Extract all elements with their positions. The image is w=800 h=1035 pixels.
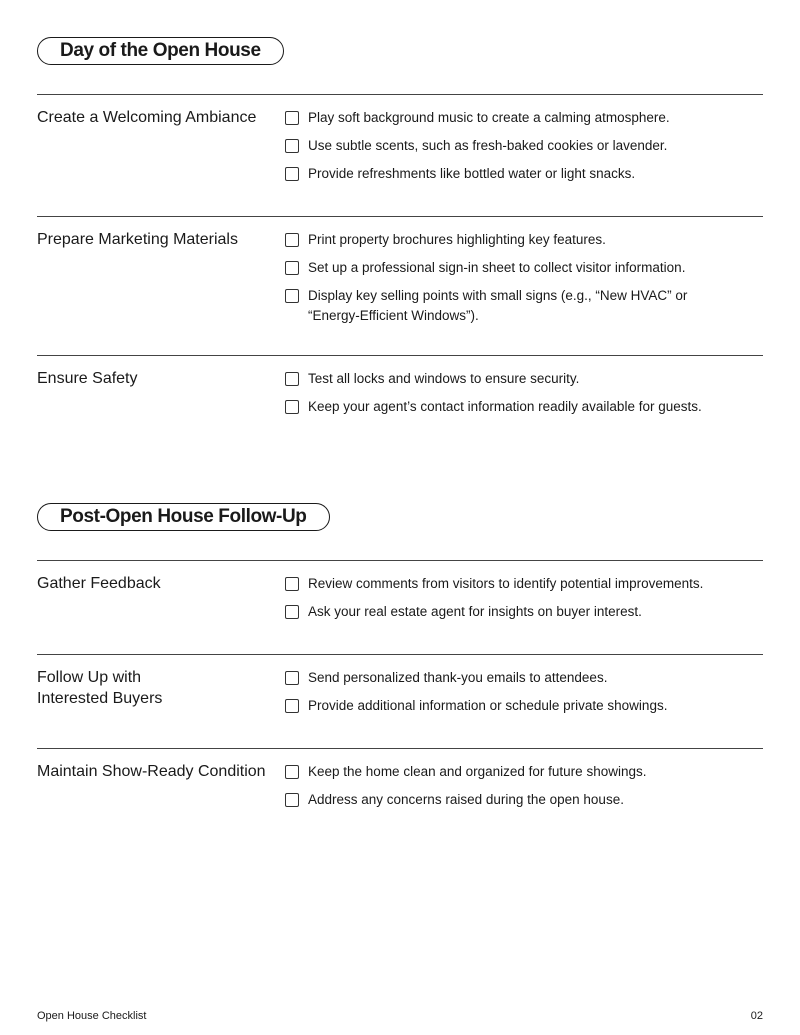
checklist-item [285,286,763,325]
checkbox[interactable] [285,167,299,181]
checklist-item [285,790,763,810]
checkbox[interactable] [285,289,299,303]
row-marketing-materials [37,216,763,355]
section-title-day-of: Day of the Open House [37,37,284,65]
checklist-item-text: Address any concerns raised during the open house. [308,792,624,807]
row-follow-up-buyers [37,654,763,748]
checklist-item [285,574,763,594]
row-label: Prepare Marketing Materials [37,231,238,248]
checklist-item-text: Keep the home clean and organized for future showings. [308,764,647,779]
checklist-item-text: Provide refreshments like bottled water or light snacks. [308,166,636,181]
row-label: Follow Up with Interested Buyers [37,669,163,707]
checklist-item-text: Provide additional information or schedule private showings. [308,698,668,713]
checklist-item [285,696,763,716]
checkbox[interactable] [285,577,299,591]
checklist-item-text: Review comments from visitors to identify potential improvements. [308,576,704,591]
checklist-item-text: Set up a professional sign-in sheet to collect visitor information. [308,260,686,275]
checklist-item [285,108,763,128]
row-welcoming-ambiance [37,94,763,216]
checklist-item [285,230,763,250]
checkbox[interactable] [285,765,299,779]
page-number: 02 [750,1010,763,1022]
checkbox[interactable] [285,400,299,414]
checkbox[interactable] [285,793,299,807]
checkbox[interactable] [285,111,299,125]
row-label: Gather Feedback [37,575,161,592]
checklist-item [285,397,763,417]
section-day-of [37,94,763,456]
checklist-item-text: Display key selling points with small signs (e.g., “New HVAC” or “Energy-Efficient Windows”). [308,288,688,323]
checklist-item [285,668,763,688]
row-label: Maintain Show-Ready Condition [37,763,266,780]
checklist-item [285,164,763,184]
row-gather-feedback [37,560,763,654]
checklist-item-text: Play soft background music to create a calming atmosphere. [308,110,670,125]
checklist-item-text: Use subtle scents, such as fresh-baked cookies or lavender. [308,138,668,153]
checkbox[interactable] [285,261,299,275]
checklist-item [285,762,763,782]
checklist-item-text: Print property brochures highlighting key features. [308,232,606,247]
checklist-item-text: Ask your real estate agent for insights on buyer interest. [308,604,642,619]
section-post-open-house [37,560,763,829]
checkbox[interactable] [285,372,299,386]
checklist-item [285,369,763,389]
checkbox[interactable] [285,671,299,685]
checklist-item-text: Test all locks and windows to ensure security. [308,371,580,386]
checklist-item [285,258,763,278]
checklist-item-text: Send personalized thank-you emails to attendees. [308,670,608,685]
row-ensure-safety [37,355,763,456]
row-label: Ensure Safety [37,370,138,387]
checkbox[interactable] [285,605,299,619]
row-show-ready [37,748,763,829]
checkbox[interactable] [285,233,299,247]
row-label: Create a Welcoming Ambiance [37,109,257,126]
checkbox[interactable] [285,139,299,153]
checklist-item-text: Keep your agent’s contact information readily available for guests. [308,399,702,414]
section-title-post-open-house: Post-Open House Follow-Up [37,503,330,531]
footer-title: Open House Checklist [37,1010,147,1022]
checkbox[interactable] [285,699,299,713]
checklist-item [285,136,763,156]
checklist-item [285,602,763,622]
